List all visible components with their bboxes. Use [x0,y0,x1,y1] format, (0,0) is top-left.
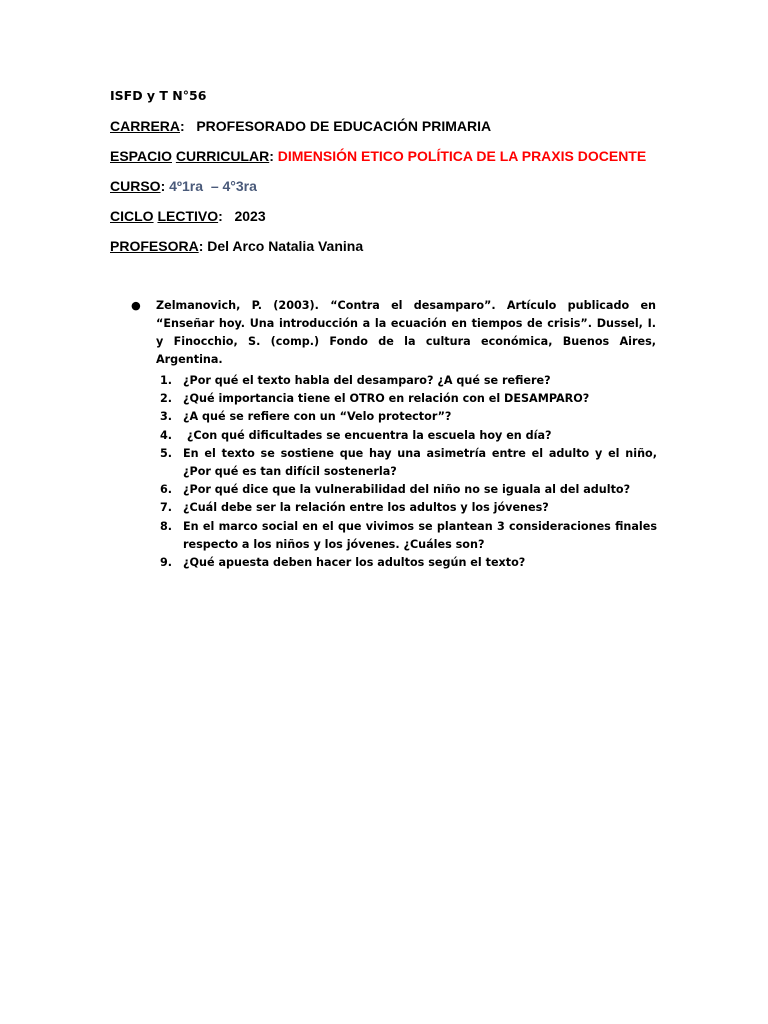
profesora-value: Del Arco Natalia Vanina [207,238,364,254]
profesora-label: PROFESORA [110,238,199,254]
institution-name: ISFD y T N°56 [110,88,207,103]
question-text: En el texto se sostiene que hay una asimetría entre el adulto y el niño, ¿Por qué es tan difícil sostenerla? [183,446,657,479]
carrera-sep: : [180,118,197,134]
bibliography-reference [110,297,670,369]
bullet-icon: ● [131,299,141,312]
carrera-label: CARRERA [110,118,180,134]
question-text: ¿Por qué dice que la vulnerabilidad del niño no se iguala al del adulto? [183,483,631,497]
espacio-sep: : [269,148,278,164]
ciclo-sep: : [218,208,235,224]
question-number: 7. [160,501,173,515]
espacio-label: ESPACIO [110,148,172,164]
lectivo-label: LECTIVO [157,208,219,224]
question-item [110,518,657,554]
espacio-line [110,148,646,164]
question-item [110,427,657,445]
ciclo-label: CICLO [110,208,154,224]
question-item [110,481,657,499]
curso-value: 4º1ra – 4°3ra [169,178,257,194]
question-text: ¿Qué apuesta deben hacer los adultos según el texto? [183,556,526,570]
question-number: 2. [160,392,173,406]
question-item [110,372,657,390]
question-text: ¿Cuál debe ser la relación entre los adultos y los jóvenes? [183,501,549,515]
profesora-line [110,238,363,254]
question-number: 1. [160,374,173,387]
espacio-value: DIMENSIÓN ETICO POLÍTICA DE LA PRAXIS DOCENTE [277,148,647,164]
ciclo-line [110,208,266,224]
carrera-value: PROFESORADO DE EDUCACIÓN PRIMARIA [196,118,492,134]
curso-label: CURSO [110,178,161,194]
curricular-label: CURRICULAR [175,148,270,164]
question-number: 5. [160,446,173,460]
curso-line [110,178,257,194]
reference-text: Zelmanovich, P. (2003). “Contra el desamparo”. Artículo publicado en “Enseñar hoy. Una introducción a la ecuación en tiempos de crisis”. Dussel, I. y Finocchio, S. (comp.) Fondo de la cultura económica, Buenos Aires, Argentina. [156,299,656,366]
question-number: 8. [160,519,173,533]
question-text: ¿Por qué el texto habla del desamparo? ¿A qué se refiere? [183,374,551,387]
question-number: 4. [160,428,173,442]
question-item [110,554,657,572]
question-item [110,445,657,481]
question-item [110,408,657,426]
question-item [110,499,657,517]
profesora-sep: : [198,238,208,254]
question-number: 3. [160,410,173,424]
question-item [110,390,657,408]
question-text: ¿A qué se refiere con un “Velo protector”? [183,410,452,424]
ciclo-value: 2023 [234,208,266,224]
carrera-line [110,118,491,134]
curso-sep: : [160,178,170,194]
question-text: En el marco social en el que vivimos se plantean 3 consideraciones finales respecto a los niños y los jóvenes. ¿Cuáles son? [183,519,657,551]
question-text: ¿Con qué dificultades se encuentra la escuela hoy en día? [183,428,552,442]
question-number: 9. [160,556,173,570]
question-text: ¿Qué importancia tiene el OTRO en relación con el DESAMPARO? [183,392,590,406]
question-number: 6. [160,483,173,497]
questions-list [110,372,670,572]
